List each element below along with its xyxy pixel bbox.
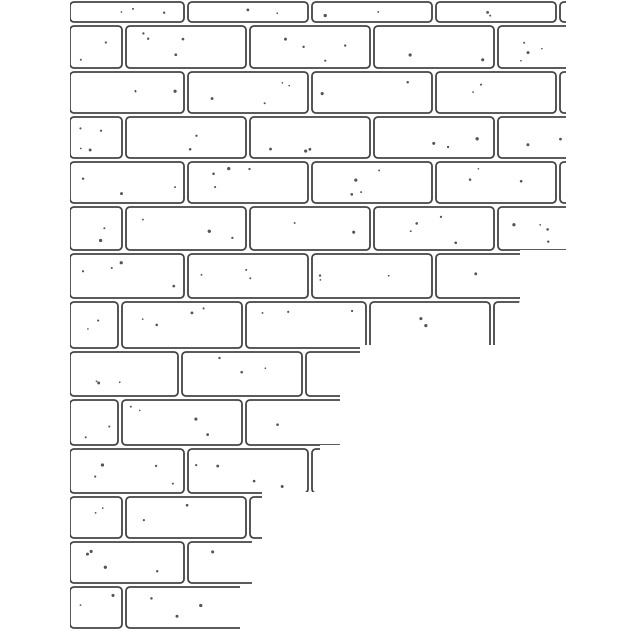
left-margin — [0, 0, 70, 640]
right-margin — [566, 0, 640, 640]
